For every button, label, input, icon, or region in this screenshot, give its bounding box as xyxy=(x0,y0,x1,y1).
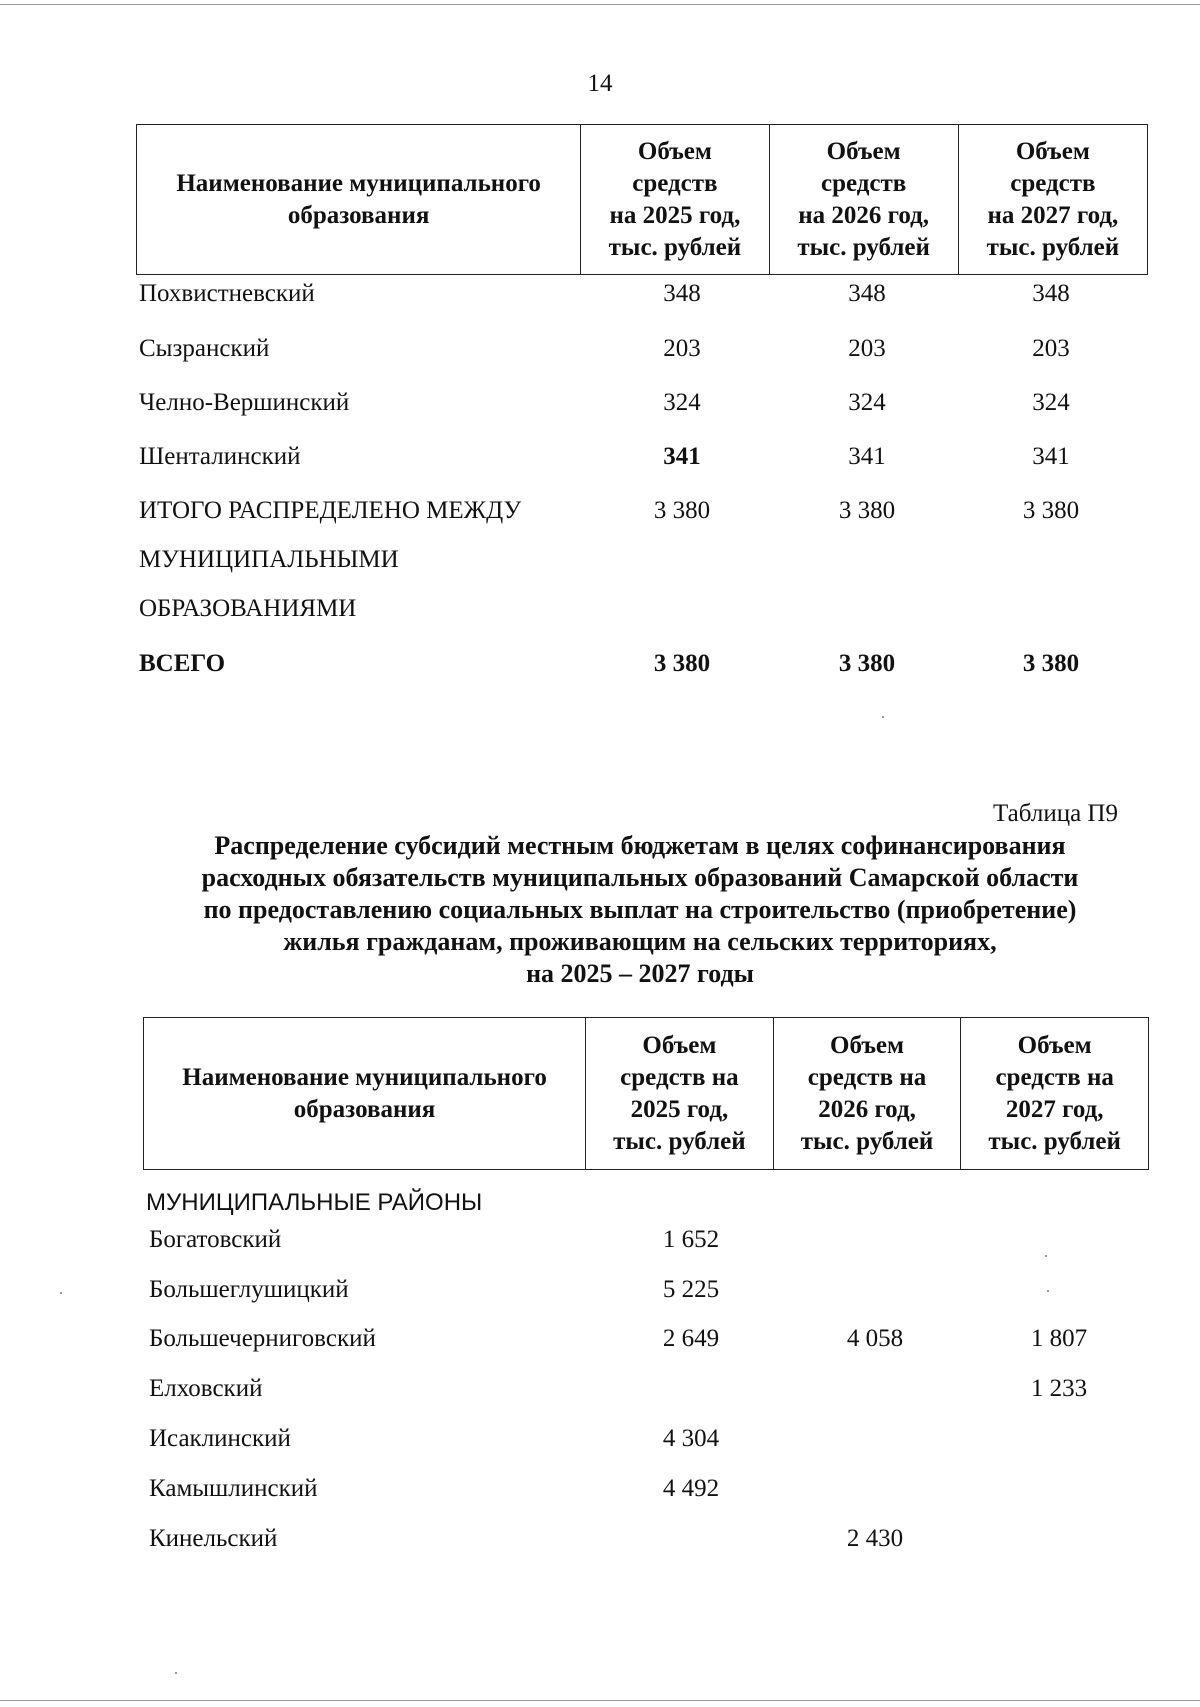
value-2026: 203 xyxy=(848,335,886,362)
value-2026: 3 380 xyxy=(838,497,896,524)
value-2027: 203 xyxy=(1032,335,1070,362)
value-2025: 4 492 xyxy=(662,1475,720,1502)
header-line: тыс. рублей xyxy=(797,233,930,261)
table2-header-2025 xyxy=(586,1018,774,1170)
value-2027: 348 xyxy=(1032,280,1070,307)
value-2027: 3 380 xyxy=(1022,497,1080,524)
value-2027: 324 xyxy=(1032,389,1070,416)
header-line: Объем xyxy=(1017,1031,1092,1059)
total-2027: 3 380 xyxy=(1022,650,1080,677)
table2-header xyxy=(143,1017,1149,1170)
value-2026: 324 xyxy=(848,389,886,416)
header-line: 2026 год, xyxy=(818,1095,916,1123)
header-line: средств xyxy=(1010,169,1096,197)
header-line: средств на xyxy=(620,1063,739,1091)
header-line: 2025 год, xyxy=(630,1095,729,1123)
header-line: тыс. рублей xyxy=(613,1127,746,1155)
scan-edge-line xyxy=(0,1700,1200,1701)
table1-header-2025 xyxy=(581,125,769,275)
scan-speck xyxy=(882,716,884,718)
row-name: Сызранский xyxy=(139,335,270,362)
row-name: Камышлинский xyxy=(149,1475,318,1502)
table-label: Таблица П9 xyxy=(993,800,1118,827)
value-2025: 203 xyxy=(663,335,701,362)
page-number: 14 xyxy=(587,70,613,97)
header-line: на 2025 год, xyxy=(609,201,741,229)
header-line: тыс. рублей xyxy=(608,233,742,261)
header-line: средств xyxy=(632,169,718,197)
table2-header-2027 xyxy=(961,1018,1149,1170)
value-2025: 1 652 xyxy=(662,1226,720,1253)
value-2025: 5 225 xyxy=(662,1276,720,1303)
total-label: ВСЕГО xyxy=(139,650,226,677)
value-2026: 341 xyxy=(848,443,886,470)
header-line: Объем xyxy=(830,1031,905,1059)
header-line: на 2027 год, xyxy=(987,201,1119,229)
total-2026: 3 380 xyxy=(838,650,896,677)
header-line: тыс. рублей xyxy=(800,1127,934,1155)
value-2025: 2 649 xyxy=(662,1325,720,1352)
header-line: 2027 год, xyxy=(1005,1095,1104,1123)
header-line: тыс. рублей xyxy=(986,233,1120,261)
total-2025: 3 380 xyxy=(653,650,711,677)
table2-header-2026 xyxy=(773,1018,961,1170)
scan-speck xyxy=(1047,1290,1049,1292)
row-name: Богатовский xyxy=(149,1226,282,1253)
value-2025: 348 xyxy=(663,280,701,307)
value-2025: 3 380 xyxy=(653,497,711,524)
table2-header-name: Наименование муниципального образования xyxy=(144,1018,586,1170)
value-2025: 341 xyxy=(663,443,701,470)
scan-speck xyxy=(1045,1255,1047,1257)
table2-title xyxy=(100,830,1180,990)
header-line: средств на xyxy=(995,1063,1114,1091)
value-2026: 348 xyxy=(848,280,886,307)
title-line: по предоставлению социальных выплат на строительство (приобретение) xyxy=(203,895,1077,924)
scan-speck xyxy=(60,1292,62,1294)
section-heading: МУНИЦИПАЛЬНЫЕ РАЙОНЫ xyxy=(146,1189,483,1216)
table1-header-2027 xyxy=(958,125,1147,275)
value-2025: 324 xyxy=(663,389,701,416)
header-line: Объем xyxy=(826,137,901,165)
row-name: Большечерниговский xyxy=(149,1325,376,1352)
header-line: Объем xyxy=(642,1031,717,1059)
row-name: Челно-Вершинский xyxy=(139,389,350,416)
header-line: Объем xyxy=(637,137,712,165)
value-2026: 4 058 xyxy=(846,1325,904,1352)
title-line: расходных обязательств муниципальных образований Самарской области xyxy=(201,863,1079,892)
header-line: средств на xyxy=(807,1063,927,1091)
header-line: средств xyxy=(821,169,907,197)
value-2026: 2 430 xyxy=(846,1525,904,1552)
distributed-label-line: ИТОГО РАСПРЕДЕЛЕНО МЕЖДУ xyxy=(139,497,522,524)
header-line: на 2026 год, xyxy=(798,201,930,229)
table1-header-2026 xyxy=(769,125,958,275)
distributed-label-line: МУНИЦИПАЛЬНЫМИ xyxy=(139,546,399,573)
scan-edge-line xyxy=(0,4,1200,5)
value-2027: 1 233 xyxy=(1030,1375,1088,1402)
title-line: на 2025 – 2027 годы xyxy=(526,959,754,988)
header-line: Объем xyxy=(1015,137,1090,165)
row-name: Елховский xyxy=(149,1375,263,1402)
table1-header xyxy=(136,124,1148,275)
row-name: Кинельский xyxy=(149,1525,278,1552)
row-name: Похвистневский xyxy=(139,280,315,307)
row-name: Большеглушицкий xyxy=(149,1276,349,1303)
distributed-label-line: ОБРАЗОВАНИЯМИ xyxy=(139,595,357,622)
value-2027: 1 807 xyxy=(1030,1325,1088,1352)
title-line: Распределение субсидий местным бюджетам в целях софинансирования xyxy=(214,831,1066,860)
row-name: Шенталинский xyxy=(139,443,301,470)
value-2027: 341 xyxy=(1032,443,1070,470)
value-2025: 4 304 xyxy=(662,1425,720,1452)
row-name: Исаклинский xyxy=(149,1425,291,1452)
header-line: тыс. рублей xyxy=(988,1127,1121,1155)
title-line: жилья гражданам, проживающим на сельских территориях, xyxy=(283,927,997,956)
scan-speck xyxy=(175,1672,177,1674)
table1-header-name: Наименование муниципального образования xyxy=(137,125,581,275)
